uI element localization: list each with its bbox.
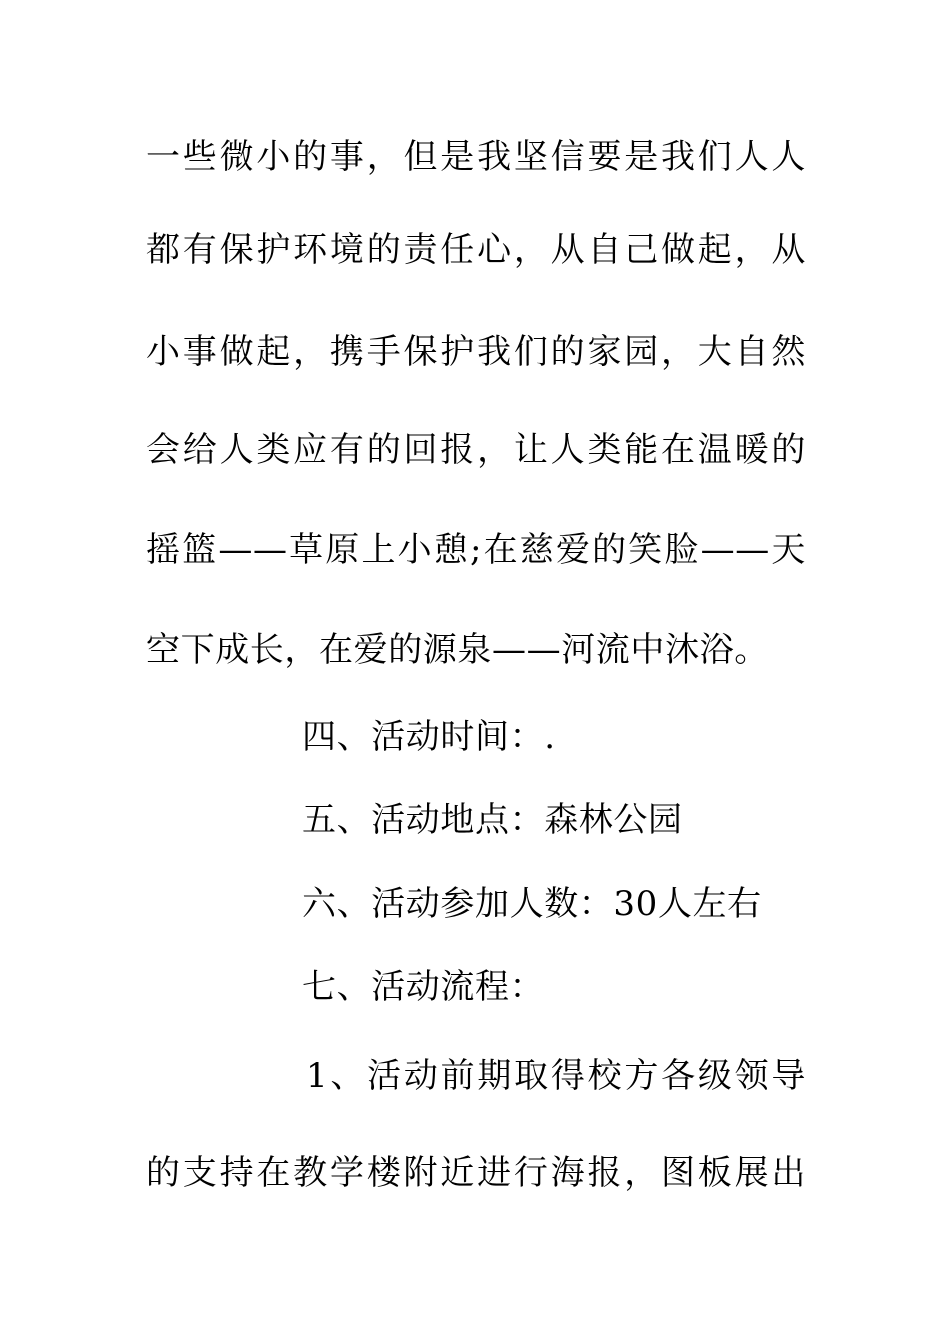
step-one-line-1: 1、活动前期取得校方各级领导 [306,1056,806,1096]
activity-place: 五、活动地点：森林公园 [302,800,683,840]
activity-time: 四、活动时间：. [302,717,556,757]
activity-process-heading: 七、活动流程： [302,967,545,1007]
paragraph-line-4: 会给人类应有的回报，让人类能在温暖的 [146,430,806,470]
step-one-line-2: 的支持在教学楼附近进行海报，图板展出 [146,1153,806,1193]
paragraph-line-2: 都有保护环境的责任心，从自己做起，从 [146,230,806,270]
activity-participants: 六、活动参加人数：30人左右 [302,884,762,924]
paragraph-line-1: 一些微小的事，但是我坚信要是我们人人 [146,137,806,177]
paragraph-line-5: 摇篮——草原上小憩;在慈爱的笑脸——天 [146,530,806,570]
paragraph-line-6: 空下成长，在爱的源泉——河流中沐浴。 [146,630,769,670]
paragraph-line-3: 小事做起，携手保护我们的家园，大自然 [146,332,806,372]
